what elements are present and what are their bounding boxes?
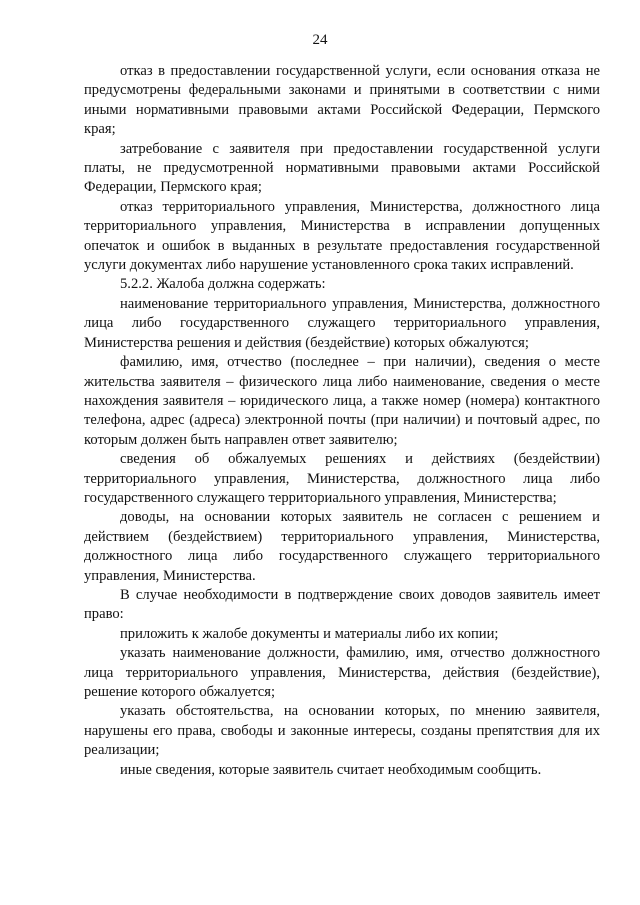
page-number: 24 bbox=[312, 32, 328, 48]
paragraph-circumstances: указать обстоятельства, на основании которых, по мнению заявителя, нарушены его права, свободы и законные интересы, созданы препятствия для их реализации; bbox=[84, 703, 600, 759]
paragraph-official-details: указать наименование должности, фамилию, имя, отчество должностного лица территориального управления, Министерства, действия (бездействие), решение которого обжалуется; bbox=[84, 645, 600, 700]
paragraph-complaint-heading: 5.2.2. Жалоба должна содержать: bbox=[120, 276, 326, 293]
document-body bbox=[84, 62, 600, 780]
paragraph-authority-name: наименование территориального управления, Министерства, должностного лица либо государственного служащего территориального управления, Министерства решения и действия (бездействие) которых обжалуются; bbox=[84, 295, 600, 351]
paragraph-applicant-rights: В случае необходимости в подтверждение своих доводов заявитель имеет право: bbox=[84, 586, 600, 623]
paragraph-fee-demand: затребование с заявителя при предоставлении государственной услуги платы, не предусмотренной нормативными правовыми актами Российской Федерации, Пермского края; bbox=[84, 140, 600, 196]
paragraph-arguments: доводы, на основании которых заявитель не согласен с решением и действием (бездействием) территориального управления, Министерства, должностного лица либо государственного служащего территориального управления, Министерства. bbox=[84, 509, 600, 584]
paragraph-other-info: иные сведения, которые заявитель считает необходимым сообщить. bbox=[120, 761, 542, 778]
paragraph-applicant-details: фамилию, имя, отчество (последнее – при наличии), сведения о месте жительства заявителя – физического лица либо наименование, сведения о месте нахождения заявителя – юридического лица, а также номер (номера) контактного телефона, адрес (адреса) электронной почты (при наличии) и почтовый адрес, по которым должен быть направлен ответ заявителю; bbox=[84, 354, 600, 448]
paragraph-refusal-corrections: отказ территориального управления, Министерства, должностного лица территориального управления, Министерства в исправлении допущенных опечаток и ошибок в выданных в результате предоставления государственной услуги документах либо нарушение установленного срока таких исправлений. bbox=[84, 198, 600, 274]
paragraph-attach-documents: приложить к жалобе документы и материалы либо их копии; bbox=[120, 625, 499, 642]
paragraph-refusal-service: отказ в предоставлении государственной услуги, если основания отказа не предусмотрены федеральными законами и принятыми в соответствии с ними иными нормативными правовыми актами Российской Федерации, Пермского края; bbox=[84, 63, 600, 138]
paragraph-appealed-decisions: сведения об обжалуемых решениях и действиях (бездействии) территориального управления, Министерства, должностного лица либо государственного служащего территориального управления, Министерства; bbox=[84, 451, 600, 506]
